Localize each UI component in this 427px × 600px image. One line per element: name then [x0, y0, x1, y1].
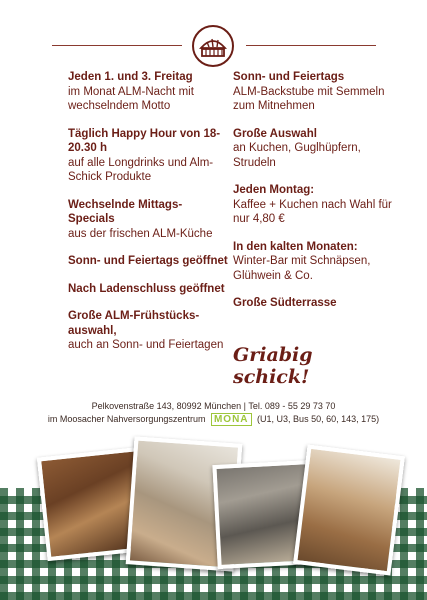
header-rule-left: [52, 45, 182, 46]
offer-text: auf alle Longdrinks und Alm-Schick Produkte: [68, 156, 214, 183]
address-line: Pelkovenstraße 143, 80992 München | Tel. 089 - 55 29 73 70: [91, 401, 336, 411]
offer-title: Nach Ladenschluss geöffnet: [68, 282, 225, 295]
offer-text: im Monat ALM-Nacht mit wechselndem Motto: [68, 85, 194, 112]
offer-item: [68, 198, 228, 242]
slogan-line: schick!: [233, 366, 310, 388]
offer-item: [233, 127, 393, 171]
offer-text: auch an Sonn- und Feiertagen: [68, 339, 224, 351]
offer-title: Sonn- und Feiertags geöffnet: [68, 255, 228, 267]
offer-item: [68, 309, 228, 353]
offer-item: [68, 282, 228, 297]
offers-left-column: [68, 70, 228, 366]
bread-basket-icon: [191, 24, 235, 68]
mona-logo: MONA: [211, 413, 252, 426]
offer-item: [233, 183, 393, 227]
slogan: [233, 344, 313, 388]
offer-title: Jeden 1. und 3. Freitag: [68, 71, 193, 83]
offer-item: [68, 127, 228, 185]
offers-right-column: [233, 70, 393, 324]
offer-item: [233, 240, 393, 284]
offer-text: ALM-Backstube mit Semmeln zum Mitnehmen: [233, 85, 385, 112]
offer-text: Winter-Bar mit Schnäpsen, Glühwein & Co.: [233, 255, 371, 282]
offer-title: Große Auswahl: [233, 127, 317, 140]
address-block: [0, 400, 427, 426]
offer-title: Große ALM-Frühstücks-auswahl,: [68, 310, 200, 337]
photo-interior-counter: [293, 444, 405, 575]
address-line: [0, 413, 427, 426]
offer-title: Sonn- und Feiertags: [233, 71, 345, 83]
offer-title: Täglich Happy Hour von 18-20.30 h: [68, 127, 221, 154]
offer-title: Wechselnde Mittags-Specials: [68, 198, 183, 225]
offer-item: [68, 70, 228, 114]
offer-text: aus der frischen ALM-Küche: [68, 227, 213, 240]
offer-text: Kaffee + Kuchen nach Wahl für nur 4,80 €: [233, 198, 392, 225]
offer-text: an Kuchen, Guglhüpfern, Strudeln: [233, 142, 361, 169]
offer-title: Große Südterrasse: [233, 297, 337, 309]
slogan-line: Griabig: [233, 344, 313, 366]
offer-title: Jeden Montag:: [233, 184, 315, 196]
offer-title: In den kalten Monaten:: [233, 240, 358, 253]
transit-info: (U1, U3, Bus 50, 60, 143, 175): [257, 414, 380, 424]
header-rule-right: [246, 45, 376, 46]
offer-item: [233, 296, 393, 311]
offer-item: [233, 70, 393, 114]
offer-item: [68, 254, 228, 269]
address-location: im Moosacher Nahversorgungszentrum: [47, 414, 206, 424]
